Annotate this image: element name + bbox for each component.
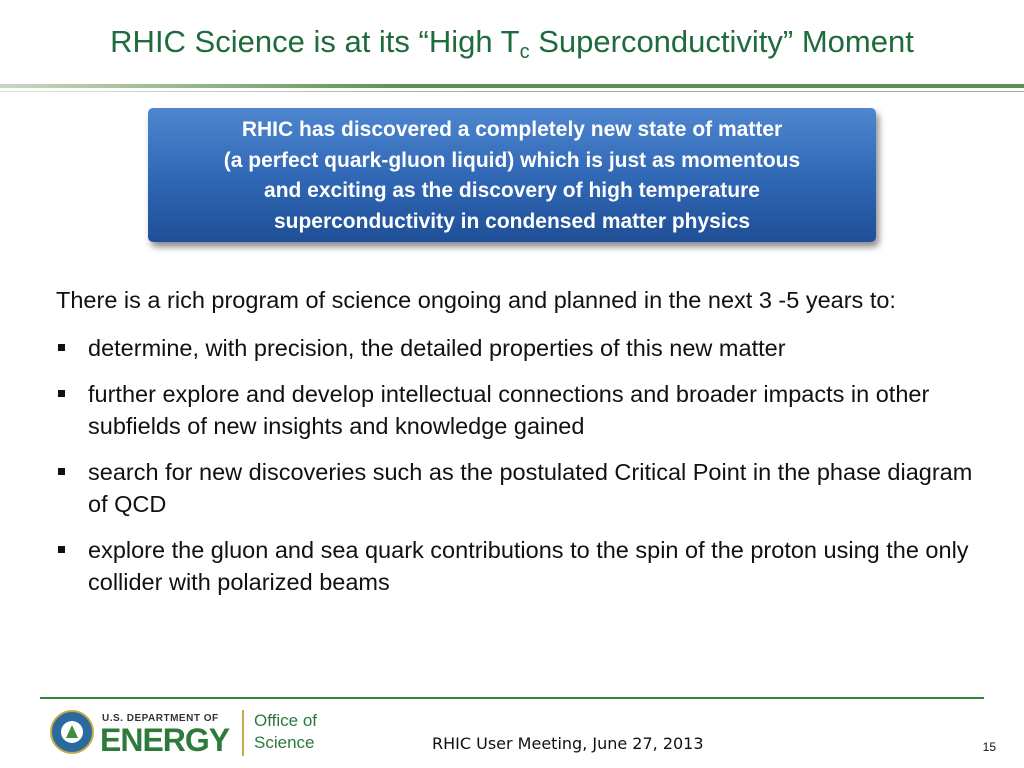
office-of-science-text [254,710,317,754]
meeting-footer-text: RHIC User Meeting, June 27, 2013 [432,734,704,753]
bullet-list [56,332,986,598]
callout-line: and exciting as the discovery of high temperature [264,179,760,202]
doe-office-of-science-logo [50,708,340,760]
logo-energy-text: ENERGY [100,722,230,758]
slide-title [0,22,1024,62]
bullet-item: determine, with precision, the detailed properties of this new matter [56,332,986,364]
page-number: 15 [982,740,996,754]
title-text-end: Superconductivity” Moment [529,24,914,59]
footer-rule [40,697,984,699]
intro-paragraph: There is a rich program of science ongoing and planned in the next 3 -5 years to: [56,287,896,313]
title-subscript: c [519,41,530,63]
office-line-2: Science [254,733,315,752]
logo-divider [242,710,244,756]
callout-line: (a perfect quark-gluon liquid) which is just as momentous [223,148,801,172]
callout-box [148,108,876,242]
title-rule-thin [0,91,1024,92]
bullet-item: further explore and develop intellectual connections and broader impacts in other subfields of new insights and knowledge gained [56,378,986,442]
title-text-main: RHIC Science is at its “High T [110,24,520,59]
callout-line: RHIC has discovered a completely new state of matter [241,118,783,141]
office-line-1: Office of [254,711,317,730]
title-rule-thick [0,84,1024,88]
title-underline [0,84,1024,92]
logo-department-text: U.S. DEPARTMENT OF [102,713,219,724]
doe-seal-icon [50,710,94,754]
bullet-item: search for new discoveries such as the postulated Critical Point in the phase diagram of QCD [56,456,986,520]
slide-body [56,284,986,612]
callout-line: superconductivity in condensed matter physics [273,209,751,233]
bullet-item: explore the gluon and sea quark contributions to the spin of the proton using the only collider with polarized beams [56,534,986,598]
